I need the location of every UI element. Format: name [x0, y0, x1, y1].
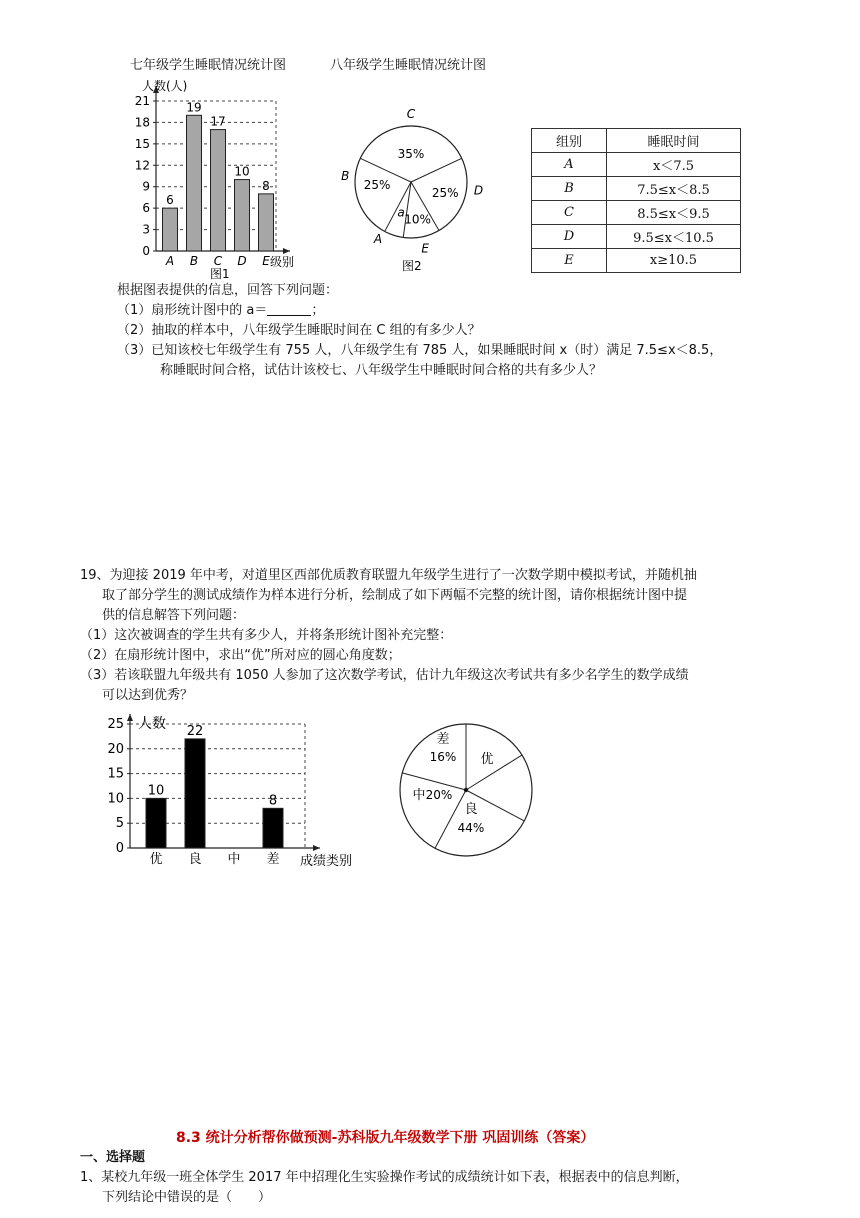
y-axis-arrow	[127, 714, 133, 721]
slice-group-label: D	[473, 183, 484, 198]
bar	[235, 180, 250, 251]
q18-intro: 根据图表提供的信息，回答下列问题：	[117, 283, 339, 298]
table-cell: 9.5≤x＜10.5	[607, 225, 741, 249]
slice-value-label: 10%	[404, 212, 431, 227]
q18-part3-line1: （3）已知该校七年级学生有 755 人，八年级学生有 785 人，如果睡眠时间 x（时）满足 7.5≤x＜8.5，	[117, 343, 723, 358]
y-tick-label: 15	[107, 766, 124, 782]
q19-sub3-line1: （3）若该联盟九年级共有 1050 人参加了这次数学考试，估计九年级这次考试共有多少名学生的数学成绩	[80, 668, 689, 683]
table-cell: C	[532, 201, 607, 225]
bar	[263, 808, 283, 848]
answer-q1-line2: 下列结论中错误的是（ ）	[102, 1190, 272, 1205]
slice-group-label: A	[373, 232, 383, 247]
y-tick-label: 20	[107, 741, 124, 757]
q19-bar-chart	[100, 712, 370, 872]
table-row	[532, 249, 741, 273]
slice-group-label: E	[421, 241, 429, 256]
slice-value-label: 44%	[457, 821, 485, 835]
slice-value-label: 35%	[397, 147, 425, 161]
table-cell: 8.5≤x＜9.5	[607, 201, 741, 225]
bar	[211, 130, 226, 251]
y-tick-label: 0	[142, 244, 150, 258]
q19-line1: 19、为迎接 2019 年中考，对道里区西部优质教育联盟九年级学生进行了一次数学期中模拟考试，并随机抽	[80, 568, 697, 583]
slice-group-label: 良	[464, 802, 478, 817]
table-cell: E	[532, 249, 607, 273]
slice-value-label: 25%	[431, 186, 459, 201]
q18-part1	[117, 301, 324, 321]
q18-part1-end: ；	[311, 303, 325, 318]
chart7-title: 七年级学生睡眠情况统计图	[130, 58, 287, 73]
answer-q1-line1: 1、某校九年级一班全体学生 2017 年中招理化生实验操作考试的成绩统计如下表，根据表中的信息判断，	[80, 1170, 689, 1185]
slice-divider	[411, 158, 462, 182]
y-tick-label: 15	[134, 136, 150, 151]
table-cell: B	[532, 177, 607, 201]
table-row	[532, 225, 741, 249]
chart8-title: 八年级学生睡眠情况统计图	[330, 58, 487, 73]
bar	[185, 739, 205, 848]
category-label: D	[237, 254, 247, 268]
q18-part3-line2: 称睡眠时间合格，试估计该校七、八年级学生中睡眠时间合格的共有多少人？	[160, 363, 603, 378]
category-label: C	[213, 254, 223, 268]
bar-value-label: 8	[262, 178, 270, 193]
table-cell: x＜7.5	[607, 153, 741, 177]
x-axis-arrow	[283, 248, 290, 254]
q19-line3: 供的信息解答下列问题：	[102, 608, 246, 623]
q19-sub2: （2）在扇形统计图中，求出“优”所对应的圆心角度数；	[80, 648, 401, 663]
q18-part1-text: （1）扇形统计图中的 a＝	[117, 303, 268, 318]
section-heading: 一、选择题	[80, 1150, 146, 1165]
grade8-caption: 图2	[402, 259, 422, 272]
bar-value-label: 6	[166, 193, 174, 208]
y-tick-label: 0	[115, 841, 124, 856]
slice-group-label: B	[341, 169, 350, 184]
y-tick-label: 12	[134, 158, 150, 173]
y-tick-label: 25	[107, 717, 124, 732]
q19-xlabel: 成绩类别	[300, 854, 353, 869]
q18-part2: （2）抽取的样本中，八年级学生睡眠时间在 C 组的有多少人？	[117, 323, 481, 338]
bar-value-label: 10	[234, 164, 250, 179]
bar-value-label: 17	[210, 114, 226, 129]
grade7-bars	[163, 115, 274, 251]
slice-divider	[466, 755, 522, 790]
bar-value-label: 10	[147, 783, 165, 799]
y-tick-label: 21	[134, 94, 150, 108]
slice-group-label: C	[406, 107, 416, 121]
grade7-xlabel: 级别	[270, 255, 295, 269]
table-cell: x≥10.5	[607, 249, 741, 273]
table-header-cell: 组别	[532, 129, 607, 153]
q19-line2: 取了部分学生的测试成绩作为样本进行分析，绘制成了如下两幅不完整的统计图，请你根据统计图中提	[102, 588, 688, 603]
table-cell: 7.5≤x＜8.5	[607, 177, 741, 201]
slice-group-label: 优	[480, 752, 494, 767]
slice-value-label: a	[397, 205, 405, 220]
y-tick-label: 6	[142, 201, 150, 216]
category-label: B	[189, 254, 199, 268]
y-tick-label: 18	[134, 115, 150, 130]
bar	[187, 115, 202, 251]
slice-group-label: 中	[412, 788, 426, 803]
y-tick-label: 9	[142, 179, 150, 194]
table-row	[532, 201, 741, 225]
category-label: E	[262, 254, 270, 268]
category-label: A	[165, 254, 175, 268]
slice-value-label: 16%	[429, 750, 457, 764]
category-label: 差	[266, 852, 280, 867]
bar	[163, 208, 178, 251]
answer-section-title: 8.3 统计分析帮你做预测-苏科版九年级数学下册 巩固训练（答案）	[176, 1130, 595, 1146]
table-cell: A	[532, 153, 607, 177]
y-tick-label: 5	[115, 816, 124, 832]
category-label: 优	[149, 852, 163, 867]
bar-value-label: 22	[186, 723, 204, 739]
q19-ylabel: 人数	[138, 716, 166, 732]
q19-sub3-line2: 可以达到优秀？	[102, 688, 194, 703]
grade8-pie-chart	[336, 104, 486, 272]
answer-blank	[267, 301, 311, 316]
q19-sub1: （1）这次被调查的学生共有多少人，并将条形统计图补充完整：	[80, 628, 453, 643]
bar	[146, 798, 166, 848]
x-axis-arrow	[313, 845, 320, 851]
grade7-bar-chart	[110, 76, 300, 282]
bar-value-label: 19	[186, 100, 202, 115]
bar-value-label: 8	[268, 793, 278, 809]
table-row	[532, 177, 741, 201]
grade7-caption: 图1	[210, 267, 230, 281]
slice-group-label: 差	[436, 732, 450, 747]
slice-value-label: 20%	[425, 788, 453, 802]
q19-bars	[146, 739, 283, 848]
q19-slice-texts	[412, 732, 493, 835]
sleep-time-table	[531, 128, 741, 273]
y-tick-label: 3	[142, 222, 150, 237]
pie-center-dot	[464, 788, 468, 792]
grade7-ylabel: 人数(人)	[142, 79, 188, 93]
slice-value-label: 25%	[363, 177, 391, 192]
table-header-cell: 睡眠时间	[607, 129, 741, 153]
category-label: 中	[227, 852, 241, 867]
y-tick-label: 10	[107, 791, 124, 807]
category-label: 良	[188, 852, 202, 867]
table-cell: D	[532, 225, 607, 249]
table-header-row	[532, 129, 741, 153]
table-row	[532, 153, 741, 177]
q19-pie-chart	[396, 720, 536, 860]
bar	[259, 194, 274, 251]
